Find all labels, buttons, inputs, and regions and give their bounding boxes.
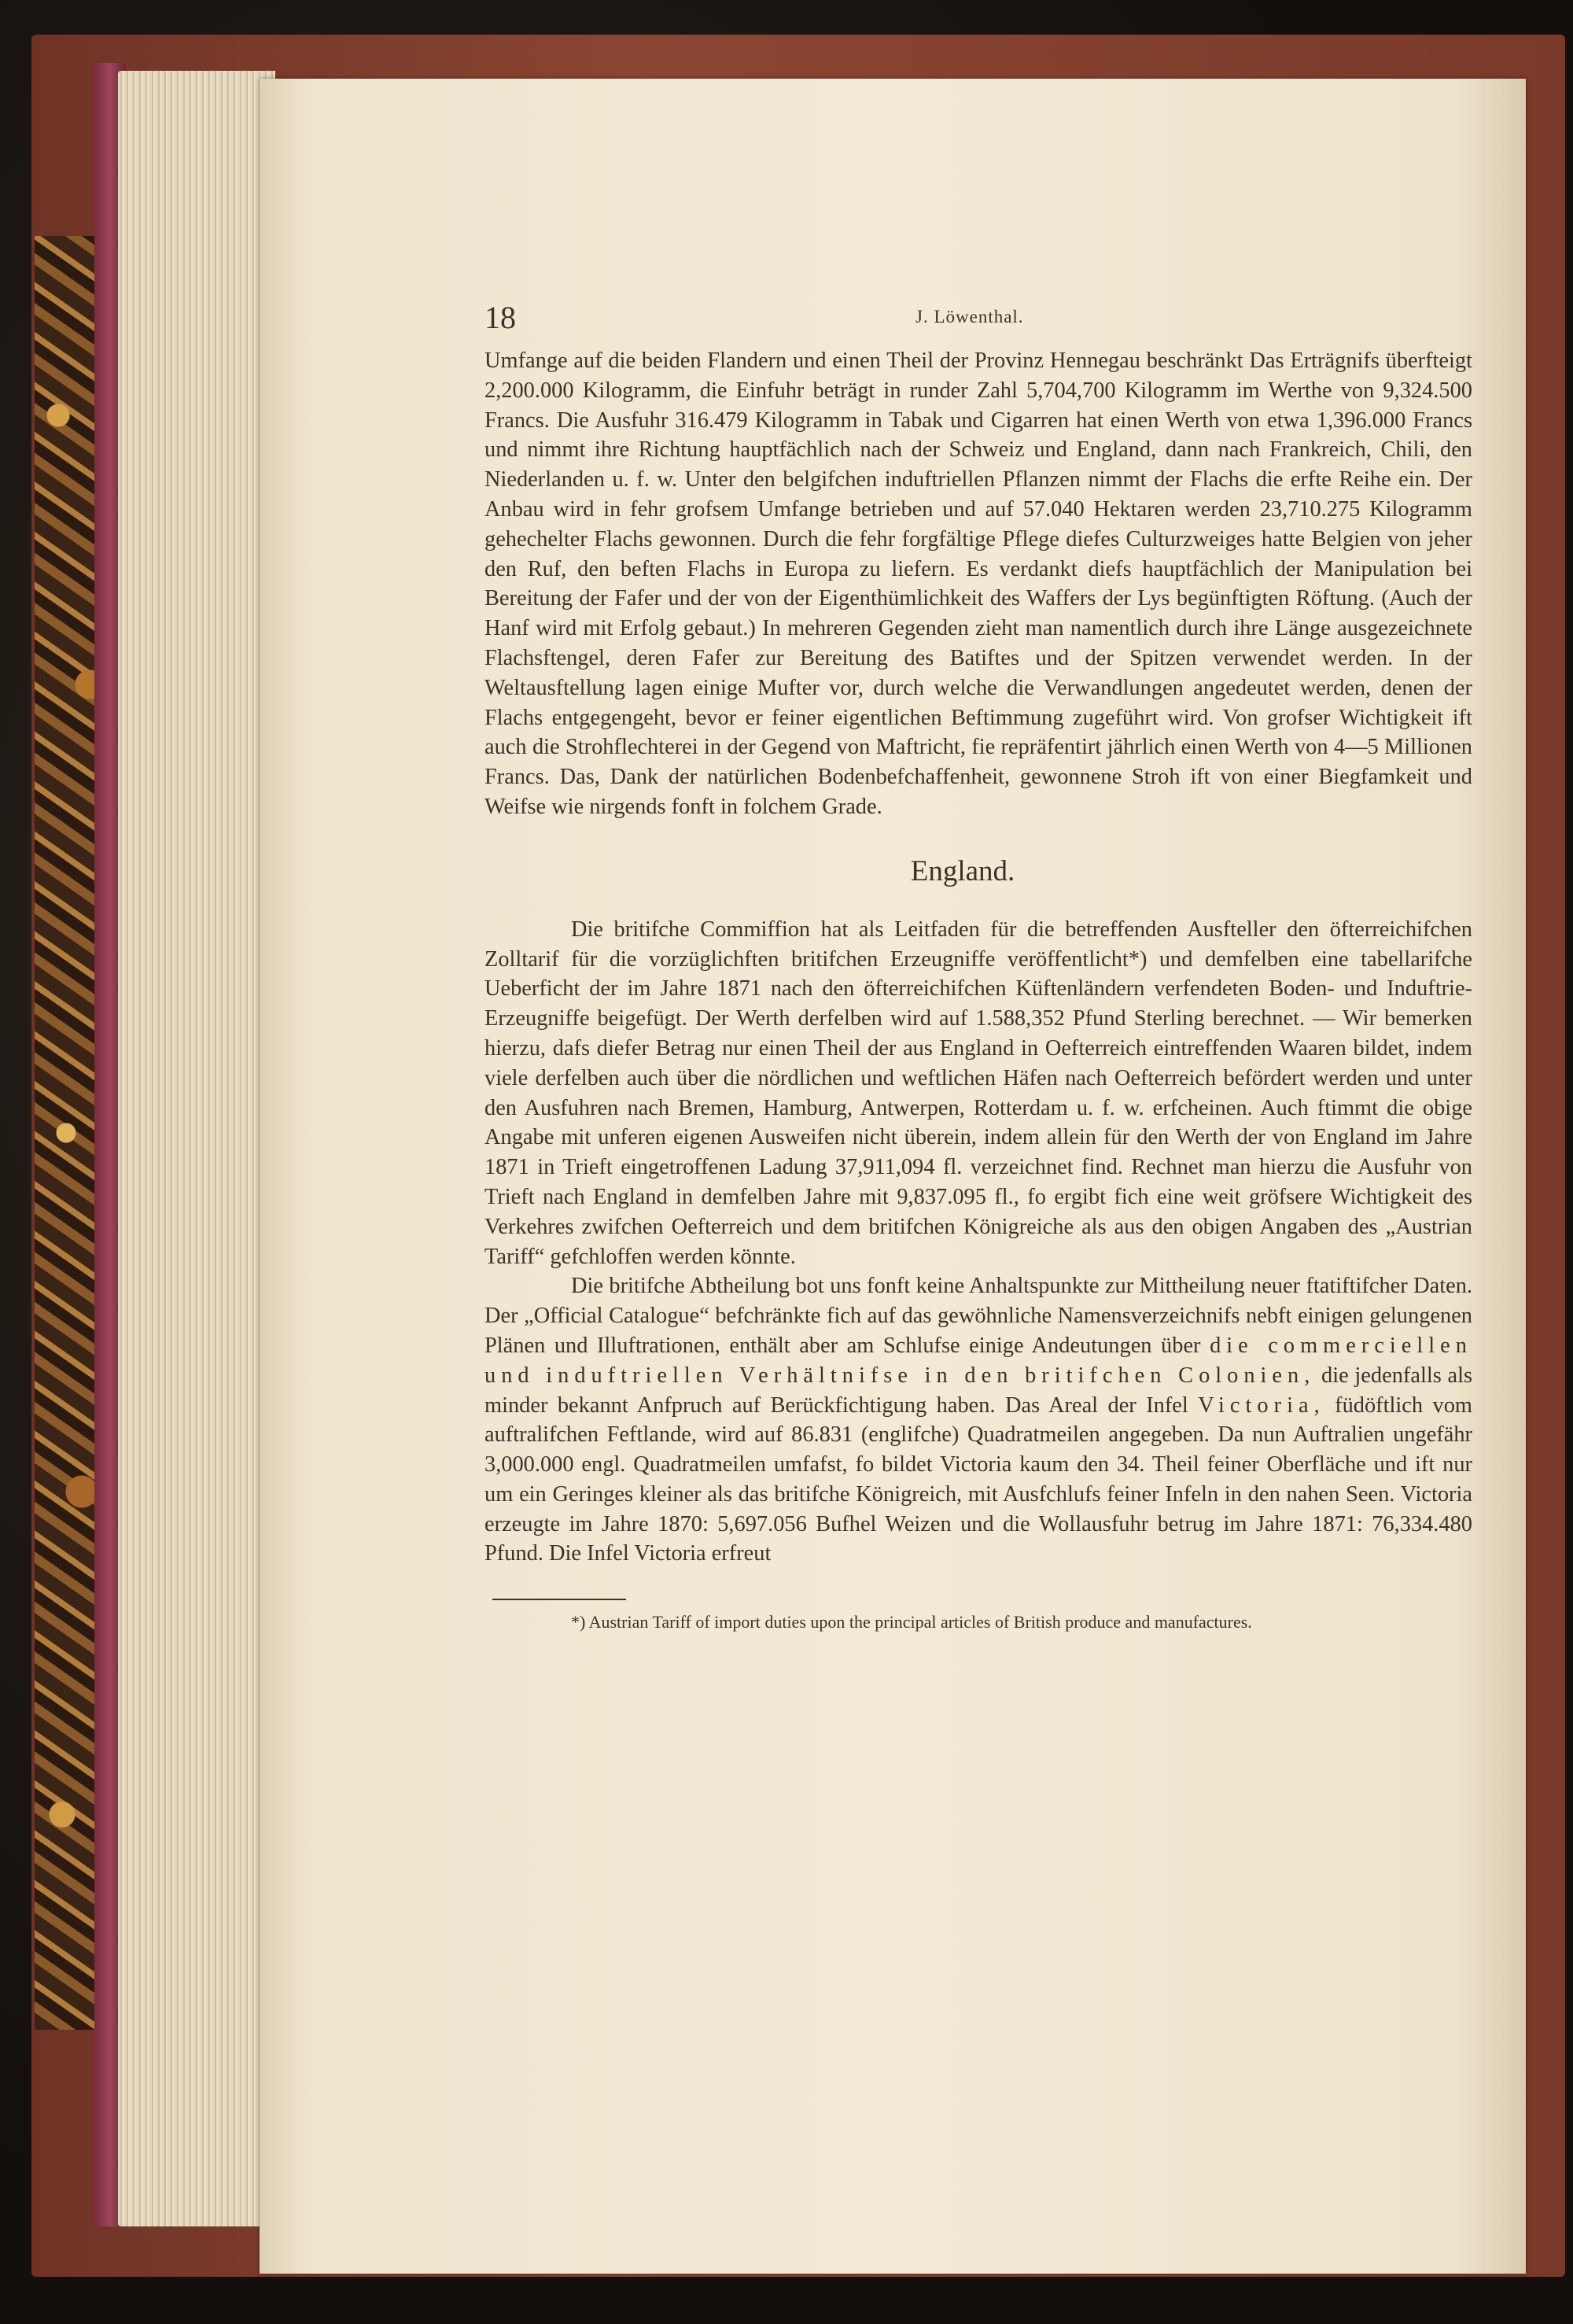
- running-title: J. Löwenthal.: [915, 307, 1024, 326]
- footnote: *) Austrian Tariff of import duties upon the principal articles of British produce and manufactures.: [571, 1612, 1252, 1632]
- section-heading-england: England.: [910, 854, 1015, 887]
- spaced-emphasis: die commerciellen und induftriellen Verhältnifse in den britifchen Colonien,: [484, 1333, 1472, 1388]
- page-number: 18: [484, 300, 516, 335]
- text-run: die jedenfalls als minder bekannt Anfpruch auf Berückfichtigung haben. Das Areal der Infel: [484, 1363, 1473, 1418]
- text-run: Die britifche Abtheilung bot uns fonft keine Anhaltspunkte zur Mittheilung neuer ftatiftifcher Daten. Der „Official Catalogue“ befchränkte fich auf das gewöhnliche Namensverzeichnifs nebft einigen gelungenen Plänen und Illuftrationen, enthält aber am Schlufse einige Andeutungen über: [484, 1274, 1472, 1358]
- page-content: [484, 299, 1472, 1633]
- paragraph-british-commission: Die britifche Commiffion hat als Leitfaden für die betreffenden Ausfteller den öfterreichifchen Zolltarif für die vorzüglichften britifchen Erzeugniffe veröffentlicht*) und demfelben eine tabellarifche Ueberficht der im Jahre 1871 nach den öfterreichifchen Küftenländern verfendeten Boden- und Induftrie-Erzeugniffe beigefügt. Der Werth derfelben wird auf 1.588,352 Pfund Sterling berechnet. — Wir bemerken hierzu, dafs diefer Betrag nur einen Theil der aus England in Oefterreich eintreffenden Waaren bildet, indem viele derfelben auch über die nördlichen und weftlichen Häfen nach Oefterreich befördert werden und unter den Ausfuhren nach Bremen, Hamburg, Antwerpen, Rotterdam u. f. w. erfcheinen. Auch ftimmt die obige Angabe mit unferen eigenen Ausweifen nicht überein, indem allein für den Werth der von England im Jahre 1871 in Trieft eingetroffenen Ladung 37,911,094 fl. verzeichnet find. Rechnet man hierzu die Ausfuhr von Trieft nach England in demfelben Jahre mit 9,837.095 fl., fo ergibt fich eine weit gröfsere Wichtigkeit des Verkehres zwifchen Oefterreich und dem britifchen Königreiche als aus den obigen Angaben des „Austrian Tariff“ gefchloffen werden könnte.: [484, 917, 1472, 1269]
- spaced-victoria: Victoria,: [1198, 1393, 1325, 1418]
- footnote-rule: [492, 1599, 626, 1600]
- text-run: füdöftlich vom auftralifchen Feftlande, wird auf 86.831 (englifche) Quadratmeilen angegeben. Da nun Auftralien ungefähr 3,000.000 engl. Quadratmeilen umfafst, fo bildet Victoria kaum den 34. Theil feiner Oberfläche und ift nur um ein Geringes kleiner als das britifche Königreich, mit Ausfchlufs feiner Infeln in den nahen Seen. Victoria erzeugte im Jahre 1870: 5,697.056 Bufhel Weizen und die Wollausfuhr betrug im Jahre 1871: 76,334.480 Pfund. Die Infel Victoria erfreut: [484, 1393, 1472, 1566]
- paragraph-british-department: [484, 1271, 1472, 1569]
- page-edges: [118, 71, 275, 2226]
- paragraph-belgium: Umfange auf die beiden Flandern und einen Theil der Provinz Hennegau beschränkt Das Erträgnifs überfteigt 2,200.000 Kilogramm, die Einfuhr beträgt in runder Zahl 5,704,700 Kilogramm im Werthe von 9,324.500 Francs. Die Ausfuhr 316.479 Kilogramm in Tabak und Cigarren hat einen Werth von etwa 1,396.000 Francs und nimmt ihre Richtung hauptfächlich nach der Schweiz und England, dann nach Frankreich, Chili, den Niederlanden u. f. w. Unter den belgifchen induftriellen Pflanzen nimmt der Flachs die erfte Reihe ein. Der Anbau wird in fehr grofsem Umfange betrieben und auf 57.040 Hektaren werden 23,710.275 Kilogramm gehechelter Flachs gewonnen. Durch die fehr forgfältige Pflege diefes Culturzweiges hatte Belgien von jeher den Ruf, den beften Flachs in Europa zu liefern. Es verdankt diefs hauptfächlich der Manipulation bei Bereitung der Fafer und der von der Eigenthümlichkeit des Waffers der Lys begünftigten Röftung. (Auch der Hanf wird mit Erfolg gebaut.) In mehreren Gegenden zieht man namentlich durch ihre Länge ausgezeichnete Flachsftengel, deren Fafer zur Bereitung des Batiftes und der Spitzen verwendet werden. In der Weltausftellung lagen einige Mufter vor, durch welche die Verwandlungen angedeutet werden, denen der Flachs entgegengeht, bevor er feiner eigentlichen Beftimmung zugeführt wird. Von grofser Wichtigkeit ift auch die Strohflechterei in der Gegend von Maftricht, fie repräfentirt jährlich einen Werth von 4—5 Millionen Francs. Das, Dank der natürlichen Bodenbefchaffenheit, gewonnene Stroh ift von einer Biegfamkeit und Weifse wie nirgends fonft in folchem Grade.: [484, 349, 1472, 819]
- running-head: [484, 299, 1472, 346]
